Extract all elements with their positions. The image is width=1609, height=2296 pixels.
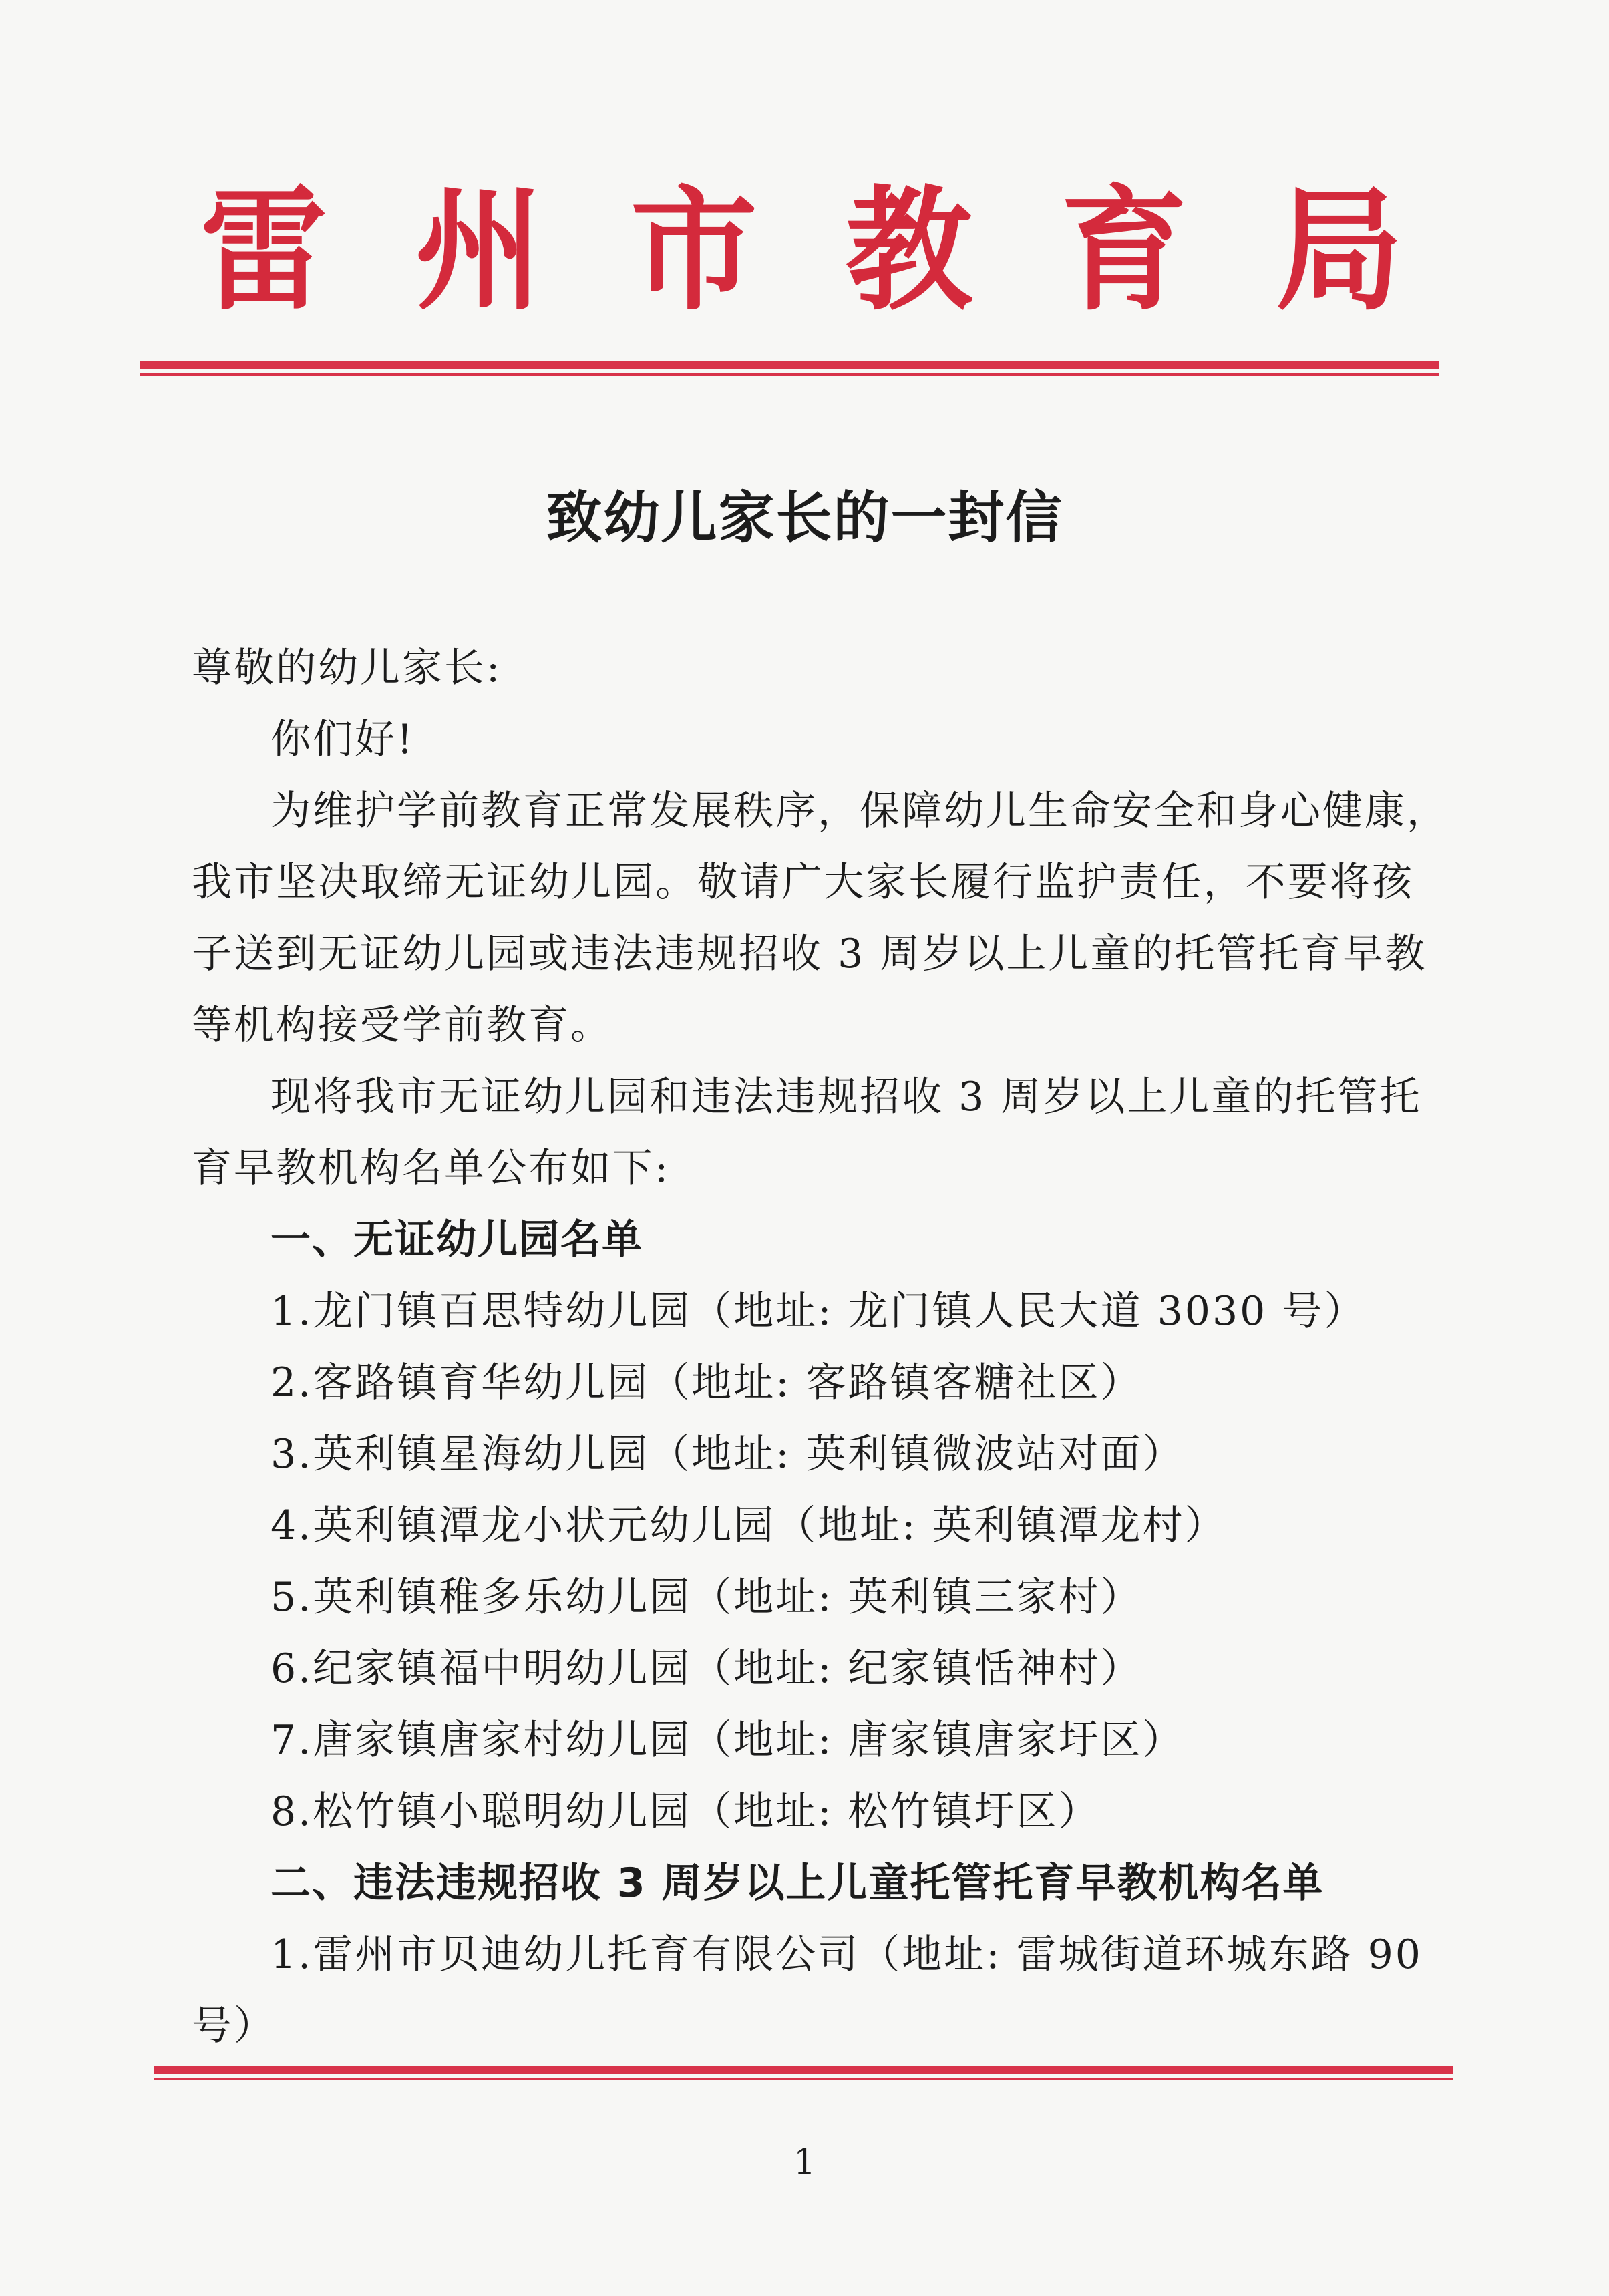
greeting: 你们好! (271, 716, 415, 763)
paragraph-line: 等机构接受学前教育。 (192, 1002, 612, 1049)
letterhead-char: 教 (845, 172, 972, 329)
letterhead-char: 雷 (200, 172, 328, 329)
list-item: 6.纪家镇福中明幼儿园（地址: 纪家镇恬神村） (271, 1645, 1143, 1692)
list-item: 1.龙门镇百思特幼儿园（地址: 龙门镇人民大道 3030 号） (271, 1288, 1367, 1335)
paragraph-line: 育早教机构名单公布如下: (192, 1145, 671, 1192)
document-title: 致幼儿家长的一封信 (546, 484, 1063, 550)
list-item: 4.英利镇潭龙小状元幼儿园（地址: 英利镇潭龙村） (271, 1502, 1227, 1549)
salutation: 尊敬的幼儿家长: (192, 645, 502, 691)
header-rule-thin (140, 373, 1439, 376)
paragraph-line: 子送到无证幼儿园或违法违规招收 3 周岁以上儿童的托管托育早教 (192, 931, 1427, 977)
letterhead-char: 市 (630, 172, 757, 329)
letterhead-char: 育 (1060, 172, 1188, 329)
letterhead-char: 州 (415, 172, 542, 329)
footer-rule-thick (154, 2066, 1453, 2074)
list-item: 2.客路镇育华幼儿园（地址: 客路镇客糖社区） (271, 1359, 1143, 1406)
list-item: 8.松竹镇小聪明幼儿园（地址: 松竹镇圩区） (271, 1788, 1101, 1835)
section-heading: 二、违法违规招收 3 周岁以上儿童托管托育早教机构名单 (271, 1860, 1324, 1907)
list-item: 1.雷州市贝迪幼儿托育有限公司（地址: 雷城街道环城东路 90 (271, 1931, 1423, 1978)
list-item: 3.英利镇星海幼儿园（地址: 英利镇微波站对面） (271, 1431, 1185, 1478)
footer-rule-thin (154, 2078, 1453, 2080)
paragraph-line: 现将我市无证幼儿园和违法违规招收 3 周岁以上儿童的托管托 (271, 1074, 1422, 1120)
list-item: 7.唐家镇唐家村幼儿园（地址: 唐家镇唐家圩区） (271, 1717, 1185, 1764)
list-item-continued: 号） (192, 2003, 276, 2049)
header-rule-thick (140, 361, 1439, 369)
letterhead-char: 局 (1275, 172, 1403, 329)
section-heading: 一、无证幼儿园名单 (271, 1216, 643, 1263)
letterhead-title (200, 172, 1403, 329)
list-item: 5.英利镇稚多乐幼儿园（地址: 英利镇三家村） (271, 1574, 1143, 1621)
page-number: 1 (793, 2142, 816, 2182)
paragraph-line: 为维护学前教育正常发展秩序，保障幼儿生命安全和身心健康， (271, 788, 1449, 834)
paragraph-line: 我市坚决取缔无证幼儿园。敬请广大家长履行监护责任，不要将孩 (192, 859, 1414, 906)
